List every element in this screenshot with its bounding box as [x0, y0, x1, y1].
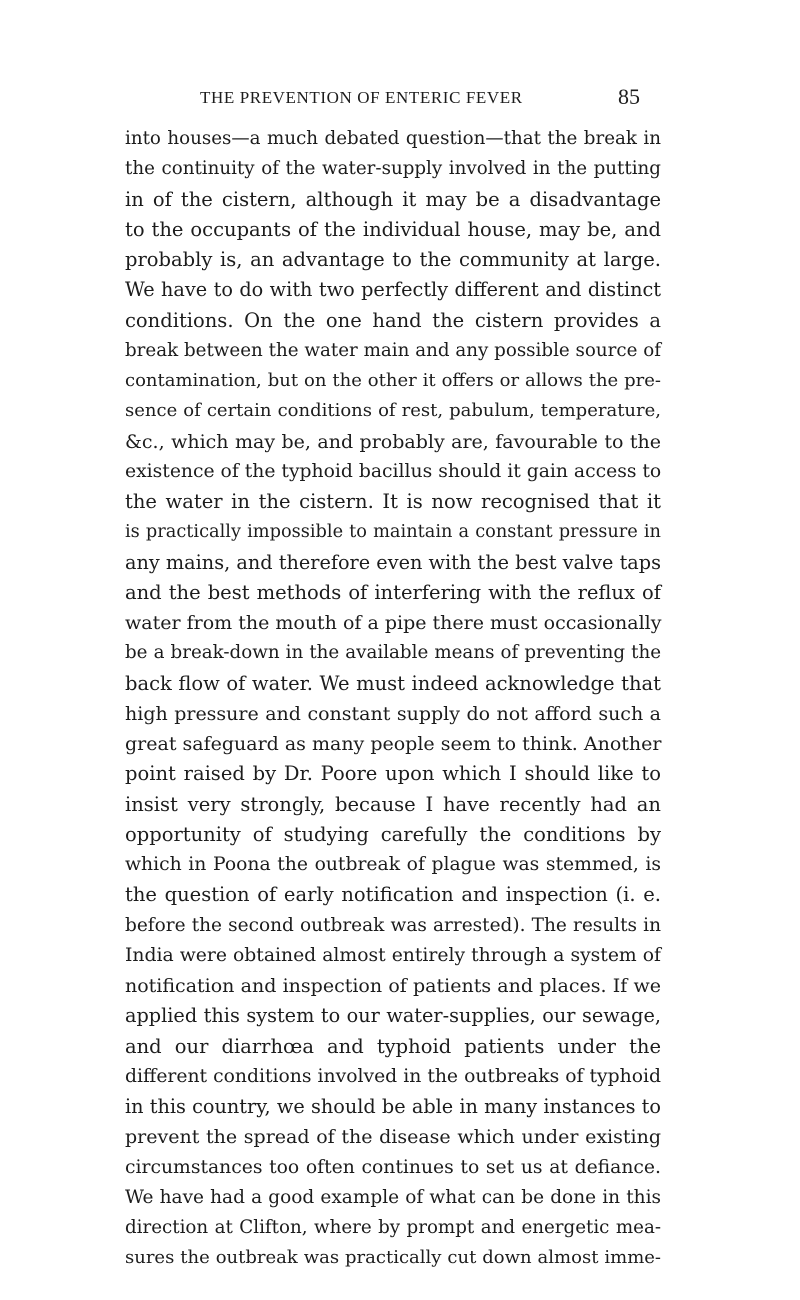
page-number: 85 — [618, 84, 640, 109]
text-line: before the second outbreak was arrested). The results in — [125, 914, 661, 936]
text-line: probably is, an advantage to the community at large. — [125, 248, 661, 271]
text-line: be a break-down in the available means of preventing the — [125, 642, 661, 664]
text-line: India were obtained almost entirely through a system of — [125, 944, 661, 966]
text-line: the water in the cistern. It is now recognised that it — [125, 490, 661, 513]
text-line: any mains, and therefore even with the best valve taps — [125, 550, 661, 574]
text-line: existence of the typhoid bacillus should it gain access to — [125, 460, 662, 482]
text-line: into houses—a much debated question—that the break in — [125, 128, 661, 149]
text-line: We have had a good example of what can be done in this — [125, 1186, 661, 1208]
text-line: great safeguard as many people seem to think. Another — [125, 733, 662, 755]
body-text — [125, 124, 661, 1274]
text-line: applied this system to our water-supplies, our sewage, — [125, 1004, 661, 1028]
text-line: in this country, we should be able in many instances to — [125, 1095, 661, 1118]
text-line: to the occupants of the individual house, may be, and — [125, 217, 661, 241]
text-line: circumstances too often continues to set us at defiance. — [125, 1156, 661, 1178]
text-line: We have to do with two perfectly different and distinct — [125, 278, 661, 302]
text-line: and our diarrhœa and typhoid patients under the — [125, 1034, 661, 1058]
text-line: notification and inspection of patients and places. If we — [125, 975, 661, 997]
text-line: is practically impossible to maintain a constant pressure in — [125, 522, 661, 543]
text-line: sence of certain conditions of rest, pabulum, temperature, — [125, 400, 661, 422]
text-line: the continuity of the water-supply involved in the putting — [125, 158, 661, 180]
text-line: which in Poona the outbreak of plague was stemmed, is — [125, 854, 661, 875]
text-line: prevent the spread of the disease which under existing — [125, 1126, 661, 1149]
text-line: high pressure and constant supply do not afford such a — [125, 702, 661, 725]
text-line: point raised by Dr. Poore upon which I should like to — [125, 762, 661, 786]
text-line: water from the mouth of a pipe there must occasionally — [125, 612, 662, 634]
running-title: THE PREVENTION OF ENTERIC FEVER — [200, 88, 523, 107]
text-line: opportunity of studying carefully the conditions by — [125, 822, 661, 846]
text-line: contamination, but on the other it offers or allows the pre- — [125, 370, 661, 391]
text-line: in of the cistern, although it may be a disadvantage — [125, 187, 661, 211]
running-head — [200, 84, 660, 114]
text-line: different conditions involved in the outbreaks of typhoid — [125, 1065, 661, 1087]
text-line: sures the outbreak was practically cut down almost imme- — [125, 1247, 661, 1269]
text-line: &c., which may be, and probably are, favourable to the — [125, 430, 661, 453]
text-line: back flow of water. We must indeed acknowledge that — [125, 671, 661, 695]
text-line: the question of early notification and inspection (i. e. — [125, 883, 661, 907]
text-line: and the best methods of interfering with the reflux of — [125, 580, 661, 604]
text-line: conditions. On the one hand the cistern provides a — [125, 308, 661, 332]
text-line: insist very strongly, because I have recently had an — [125, 792, 661, 816]
text-line: direction at Clifton, where by prompt and energetic mea- — [125, 1217, 661, 1238]
text-line: break between the water main and any possible source of — [125, 339, 661, 361]
